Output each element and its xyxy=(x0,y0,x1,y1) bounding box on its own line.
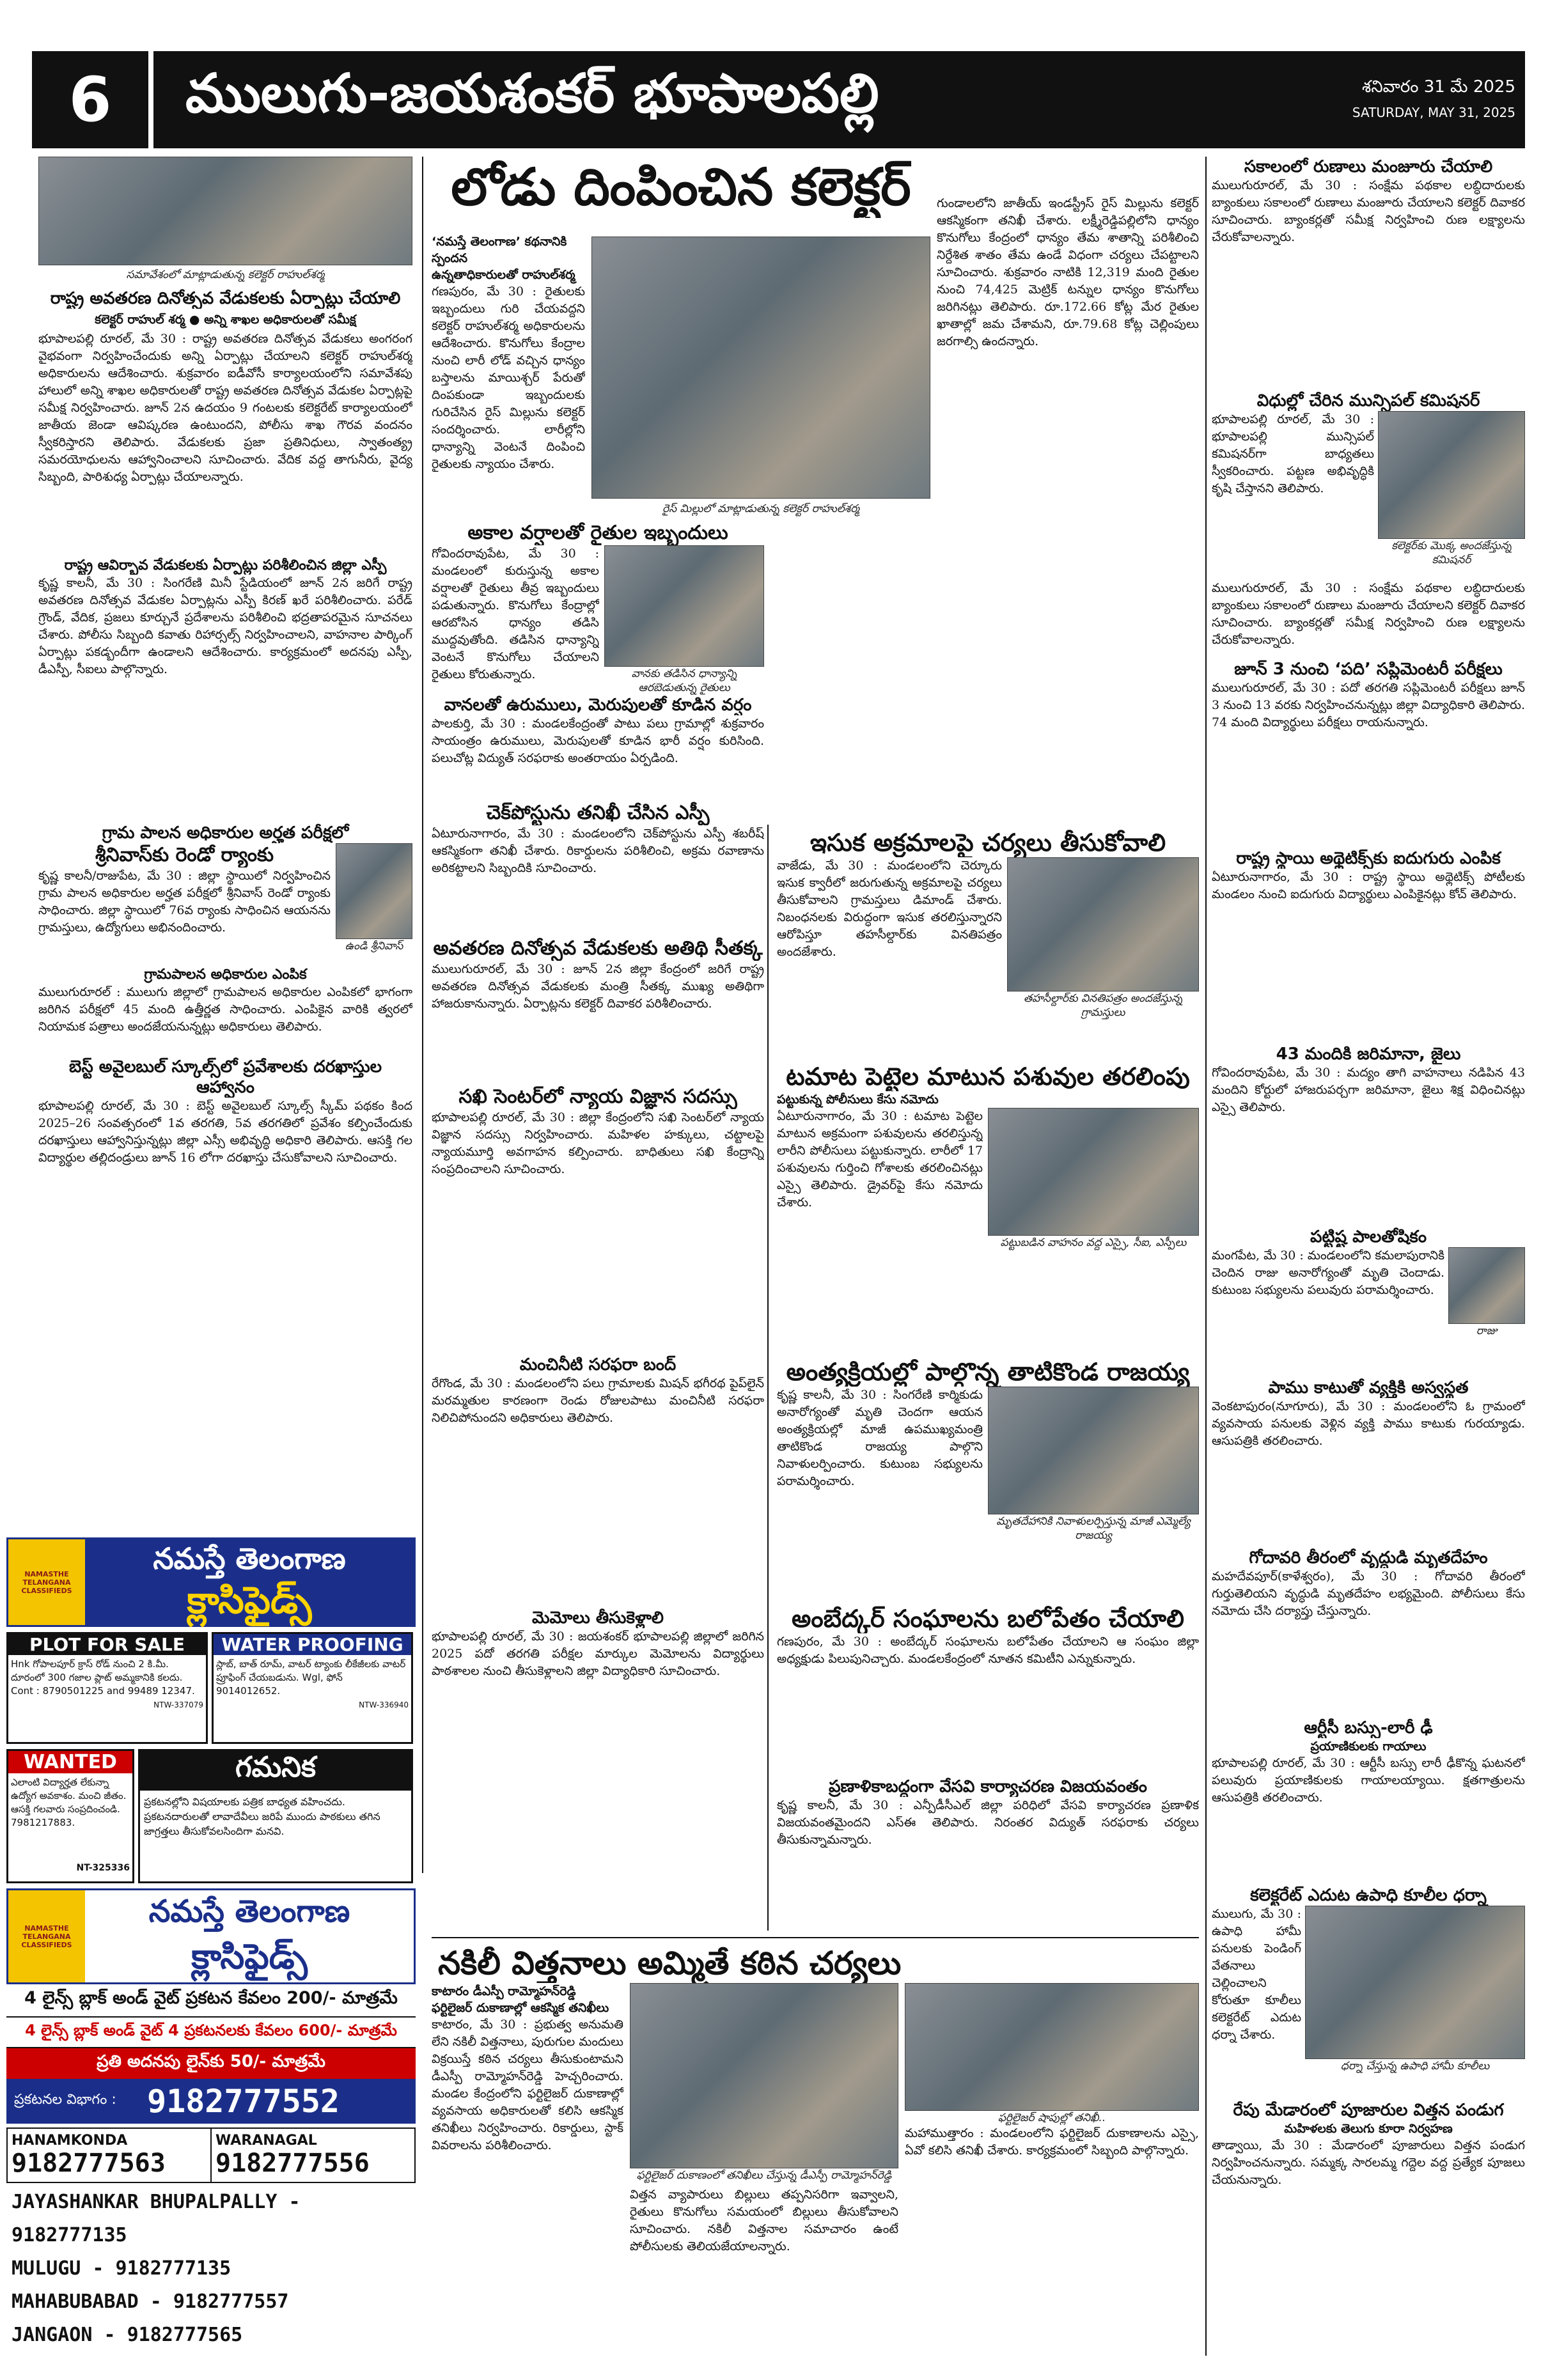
article-text: కృష్ణ కాలనీ, మే 30 : సింగరేణి మినీ స్టేడియంలో జూన్ 2న జరిగే రాష్ట్ర అవతరణ దినోత్సవ వేడుకల ఏర్పాట్లను ఎస్పీ కిరణ్ ఖరే పరిశీలించారు. పరేడ్ గ్రౌండ్, వేదిక, ప్రజలు కూర్చునే ప్రదేశాలను పరిశీలించి భద్రతాపరమైన సూచనలు చేశారు. పోలీసు సిబ్బంది కవాతు రిహార్సల్స్ నిర్వహించాలని, వాహనాల పార్కింగ్ ఏర్పాట్లు పకడ్బందీగా ఉండాలని ఆదేశించారు. కార్యక్రమంలో అదనపు ఎస్పీ, డీఎస్పీ, సీఐలు పాల్గొన్నారు. xyxy=(38,576,412,676)
lead-headline-wrap xyxy=(432,157,930,233)
article-text: గుండాలలోని జాతీయ్ ఇండస్ట్రీస్ రైస్ మిల్లును కలెక్టర్ ఆకస్మికంగా తనిఖీ చేశారు. లక్ష్మీరెడ్డిపల్లిలోని ధాన్యం కొనుగోలు కేంద్రంలో ధాన్యం తేమ శాతాన్ని పరిశీలించి నిర్దేశిత శాతం తేమ ఉండే విధంగా చర్యలు చేపట్టాలని సూచించారు. శుక్రవారం నాటికి 12,319 మంది రైతుల నుంచి 74,425 మెట్రిక్ టన్నుల ధాన్యం కొనుగోలు జరిగినట్లు తెలిపారు. రూ.172.66 కోట్ల మేర రైతుల ఖాతాల్లో జమ చేశామని, రూ.79.68 కోట్ల చెల్లింపులు జరగాల్సి ఉందన్నారు. xyxy=(937,196,1199,348)
wanted-ad xyxy=(6,1749,134,1883)
ad-text: Hnk గోపాలపూర్ క్రాస్ రోడ్ నుంచి 2 కి.మీ. దూరంలో 300 గజాల ప్లాట్ అమ్మకానికి కలదు. Cont : 8790501225 and 99489 12347. xyxy=(11,1658,195,1697)
article-text: ములుగురూరల్, మే 30 : పదో తరగతి సప్లిమెంటరీ పరీక్షలు జూన్ 3 నుంచి 13 వరకు నిర్వహించనున్నట్లు జిల్లా విద్యాధికారి తెలిపారు. 74 మంది విద్యార్థులు పరీక్షలు రాయనున్నారు. xyxy=(1212,681,1525,729)
article-text: పాలకుర్తి, మే 30 : మండలకేంద్రంతో పాటు పలు గ్రామాల్లో శుక్రవారం సాయంత్రం ఉరుములు, మెరుపులతో కూడిన భారీ వర్షం కురిసింది. పలుచోట్ల విద్యుత్ సరఫరాకు అంతరాయం ఏర్పడింది. xyxy=(432,717,764,765)
article-text: ఏటూరునాగారం, మే 30 : రాష్ట్ర స్థాయి అథ్లెటిక్స్ పోటీలకు మండలం నుంచి ఐదుగురు విద్యార్థులు ఎంపికైనట్లు కోచ్ తెలిపారు. xyxy=(1212,870,1525,901)
ad-title: WATER PROOFING xyxy=(214,1634,411,1655)
city-label: WARANAGAL xyxy=(215,2133,317,2149)
article-text: వాజేడు, మే 30 : మండలంలోని చెర్కూరు ఇసుక క్వారీలో జరుగుతున్న అక్రమాలపై చర్యలు తీసుకోవాలని గ్రామస్తులు డిమాండ్ చేశారు. నిబంధనలకు విరుద్ధంగా ఇసుక తరలిస్తున్నారని ఆరోపిస్తూ తహసీల్దార్‌కు వినతిపత్రం అందజేశారు. xyxy=(777,859,1002,959)
middle-column xyxy=(432,521,764,1870)
article-text: తాడ్వాయి, మే 30 : మేడారంలో పూజారులు విత్తన పండుగ నిర్వహించనున్నారు. సమ్మక్క సారలమ్మ గద్దెల వద్ద ప్రత్యేక పూజలు చేయనున్నారు. xyxy=(1212,2138,1525,2187)
lead-bullet: ఉన్నతాధికారులతో రాహుల్‌శర్మ xyxy=(432,268,575,282)
contact-line: MULUGU - 9182777135 xyxy=(12,2257,231,2280)
offer-line: 4 లైన్స్ బ్లాక్ అండ్ వైట్ ప్రకటన కేవలం 200/- మాత్రమే xyxy=(6,1984,416,2018)
headline: అకాల వర్షాలతో రైతుల ఇబ్బందులు xyxy=(467,522,728,544)
portrait-caption: ఉండి శ్రీనివాస్ xyxy=(345,940,403,953)
headline: చెక్‌పోస్టును తనిఖీ చేసిన ఎస్పీ xyxy=(486,802,710,824)
headline: గ్రామపాలన అధికారుల ఎంపిక xyxy=(144,967,307,983)
article-text: మహాముత్తారం : మండలంలోని ఫర్టిలైజర్ దుకాణాలను ఎస్సై, ఏవో కలిసి తనిఖీ చేశారు. కార్యక్రమంలో సిబ్బంది పాల్గొన్నారు. xyxy=(905,2126,1199,2158)
article-text: రేగొండ, మే 30 : మండలంలోని పలు గ్రామాలకు మిషన్ భగీరథ పైప్‌లైన్ మరమ్మతుల కారణంగా రెండు రోజులపాటు మంచినీటి సరఫరా నిలిచిపోనుందని అధికారులు తెలిపారు. xyxy=(432,1376,764,1425)
bottom-story xyxy=(432,1943,1199,2359)
classifieds-brand-sub: క్లాసిఫైడ్స్ xyxy=(187,1578,312,1622)
left-column xyxy=(38,157,412,1704)
lead-bullet: ‘నమస్తే తెలంగాణ’ కథనానికి స్పందన xyxy=(432,235,567,265)
classifieds-ad xyxy=(6,1537,416,2362)
headline: రాష్ట్ర ఆవిర్భావ వేడుకలకు ఏర్పాట్లు పరిశీలించిన జిల్లా ఎస్పీ xyxy=(64,557,387,573)
article-text: భూపాలపల్లి రూరల్, మే 30 : బెస్ట్ అవైలబుల్ స్కూల్స్ స్కీమ్ పథకం కింద 2025–26 సంవత్సరంలో 1వ తరగతి, 5వ తరగతిలో ప్రవేశం కల్పించేందుకు దరఖాస్తులు ఆహ్వానిస్తున్నట్లు జిల్లా ఎస్సీ అభివృద్ధి అధికారి తెలిపారు. ఆసక్తి గల విద్యార్థుల తల్లిదండ్రులు జూన్ 16 లోగా దరఖాస్తు చేసుకోవాలని సూచించారు. xyxy=(38,1099,412,1165)
masthead xyxy=(32,51,1525,148)
water-proofing-ad xyxy=(212,1632,413,1744)
article-text: భూపాలపల్లి రూరల్, మే 30 : ఆర్టీసీ బస్సు లారీ ఢీకొన్న ఘటనలో పలువురు ప్రయాణికులకు గాయాలయ్యాయి. క్షతగాత్రులను ఆసుపత్రికి తరలించారు. xyxy=(1212,1756,1525,1805)
article-text: వెంకటాపురం(నూగూరు), మే 30 : మండలంలోని ఓ గ్రామంలో వ్యవసాయ పనులకు వెళ్లిన వ్యక్తి పాము కాటుకు గురయ్యాడు. ఆసుపత్రికి తరలించారు. xyxy=(1212,1399,1525,1448)
photo-caption: సమావేశంలో మాట్లాడుతున్న కలెక్టర్ రాహుల్‌శర్మ xyxy=(126,268,325,281)
article-text: ఏటూరునాగారం, మే 30 : టమాట పెట్టెల మాటున అక్రమంగా పశువులను తరలిస్తున్న లారీని పోలీసులు పట్టుకున్నారు. లారీలో 17 పశువులను గుర్తించి గోశాలకు తరలించినట్లు ఎస్సై తెలిపారు. డ్రైవర్‌పై కేసు నమోదు చేశారు. xyxy=(777,1109,983,1209)
contact-line: JANGAON - 9182777565 xyxy=(12,2324,243,2346)
column-rule xyxy=(422,157,423,1873)
photo-caption: ఫర్టిలైజర్ షాపుల్లో తనిఖీ.. xyxy=(998,2112,1106,2124)
article-text: ములుగు, మే 30 : ఉపాధి హామీ పనులకు పెండింగ్ వేతనాలు చెల్లించాలని కోరుతూ కూలీలు కలెక్టరేట్ ఎదుట ధర్నా చేశారు. xyxy=(1212,1907,1301,2042)
photo-caption: వానకు తడిసిన ధాన్యాన్ని ఆరబెడుతున్న రైతులు xyxy=(631,667,737,694)
date-english: SATURDAY, MAY 31, 2025 xyxy=(1352,105,1515,120)
headline: కలెక్టరేట్ ఎదుట ఉపాధి కూలీల ధర్నా xyxy=(1250,1886,1487,1905)
headline: పట్టిష్ట పాలతోషికం xyxy=(1310,1227,1427,1247)
headline: సఖి సెంటర్‌లో న్యాయ విజ్ఞాన సదస్సు xyxy=(458,1085,737,1108)
ad-text: ఎలాంటి విద్యార్హత లేకున్నా ఉద్యోగ అవకాశం. మంచి జీతం. ఆసక్తి గలవారు సంప్రదించండి. 7981217883. xyxy=(11,1777,127,1828)
page-title: ములుగు-జయశంకర్ భూపాలపల్లి xyxy=(185,61,879,125)
headline: వానలతో ఉరుములు, మెరుపులతో కూడిన వర్షం xyxy=(444,696,752,715)
fertilizer-shop-photo xyxy=(630,1983,898,2168)
ad-title: WANTED xyxy=(8,1751,132,1773)
headline: రాష్ట్ర స్థాయి అథ్లెటిక్స్‌కు ఐదుగురు ఎంపిక xyxy=(1236,849,1501,868)
subhead: మహిళలకు తెలుగు కూరా నిర్వహణ xyxy=(1284,2122,1453,2136)
lead-text-col-2 xyxy=(937,195,1199,821)
article-text: ములుగురూరల్ : ములుగు జిల్లాలో గ్రామపాలన అధికారుల ఎంపికలో భాగంగా జరిగిన పరీక్షలో 45 మంది ఉత్తీర్ణత సాధించారు. ఎంపికైన వారికి త్వరలో నియామక పత్రాలు అందజేయనున్నట్లు అధికారులు తెలిపారు. xyxy=(38,985,412,1034)
article-text: గణపురం, మే 30 : అంబేద్కర్ సంఘాలను బలోపేతం చేయాలని ఆ సంఘం జిల్లా అధ్యక్షుడు పిలుపునిచ్చారు. మండలకేంద్రంలో నూతన కమిటీని ఎన్నుకున్నారు. xyxy=(777,1635,1199,1666)
article-text: కృష్ణ కాలనీ, మే 30 : ఎన్పీడీసీఎల్ జిల్లా పరిధిలో వేసవి కార్యాచరణ ప్రణాళిక విజయవంతమైందని ఎస్ఈ తెలిపారు. నిరంతర విద్యుత్ సరఫరాకు చర్యలు తీసుకున్నామన్నారు. xyxy=(777,1798,1199,1847)
headline: సకాలంలో రుణాలు మంజూరు చేయాలి xyxy=(1244,157,1493,176)
article-text: ములుగురూరల్, మే 30 : సంక్షేమ పథకాల లబ్ధిదారులకు బ్యాంకులు సకాలంలో రుణాలు మంజూరు చేయాలని కలెక్టర్ దివాకర సూచించారు. బ్యాంకర్లతో సమీక్ష నిర్వహించి రుణ లక్ష్యాలను చేరుకోవాలన్నారు. xyxy=(1212,178,1525,244)
funeral-photo xyxy=(988,1387,1199,1514)
portrait-photo xyxy=(1448,1247,1525,1324)
article-text: భూపాలపల్లి రూరల్, మే 30 : జిల్లా కేంద్రంలోని సఖి సెంటర్‌లో న్యాయ విజ్ఞాన సదస్సు నిర్వహించారు. మహిళల హక్కులు, చట్టాలపై న్యాయమూర్తి అవగాహన కల్పించారు. బాధితులు సఖి కేంద్రాన్ని సంప్రదించాలని సూచించారు. xyxy=(432,1110,764,1176)
section-rule xyxy=(432,1937,1199,1938)
protest-photo xyxy=(1305,1906,1525,2059)
subhead: కాటారం డీఎస్పీ రామ్మోహన్‌రెడ్డి xyxy=(432,1984,576,1998)
cattle-lorry-photo xyxy=(988,1108,1199,1236)
meeting-photo xyxy=(38,157,412,265)
ad-ref: NTW-336940 xyxy=(359,1700,409,1709)
third-column xyxy=(777,828,1199,1934)
city-label: HANAMKONDA xyxy=(12,2133,128,2149)
classifieds-brand: నమస్తే తెలంగాణ xyxy=(153,1541,346,1576)
headline: పాము కాటుతో వ్యక్తికి అస్వస్థత xyxy=(1268,1378,1469,1397)
headline: ఆర్టీసీ బస్సు-లారీ ఢీ xyxy=(1304,1718,1433,1738)
rain-photo xyxy=(604,545,764,667)
offer-line: ప్రతి అదనపు లైన్‌కు 50/- మాత్రమే xyxy=(6,2048,416,2079)
article-text: గణపురం, మే 30 : రైతులకు ఇబ్బందులు గురి చేయవద్దని కలెక్టర్ రాహుల్‌శర్మ అధికారులను ఆదేశించారు. కొనుగోలు కేంద్రాల నుంచి లారీ లోడ్ వచ్చిన ధాన్యం బస్తాలను మాయిశ్చర్ పేరుతో దింపకుండా ఇబ్బందులకు గురిచేసిన రైస్ మిల్లును కలెక్టర్ సందర్శించారు. లారీల్లోని ధాన్యాన్ని వెంటనే దింపించి రైతులకు న్యాయం చేశారు. xyxy=(432,284,585,471)
lead-photo-caption: రైస్ మిల్లులో మాట్లాడుతున్న కలెక్టర్ రాహుల్‌శర్మ xyxy=(662,502,860,515)
sand-petition-photo xyxy=(1007,857,1199,992)
contact-line: MAHABUBABAD - 9182777557 xyxy=(12,2291,289,2313)
headline: మంచినీటి సరఫరా బంద్ xyxy=(519,1355,677,1374)
headline: విధుల్లో చేరిన మున్సిపల్ కమిషనర్ xyxy=(1256,391,1480,410)
commissioner-photo xyxy=(1378,411,1525,539)
ad-ref: NTW-337079 xyxy=(153,1700,203,1709)
ad-title: PLOT FOR SALE xyxy=(8,1634,206,1655)
article-text: కృష్ణ కాలనీ, మే 30 : సింగరేణి కార్మికుడు అనారోగ్యంతో మృతి చెందగా ఆయన అంత్యక్రియల్లో మాజీ ఉపముఖ్యమంత్రి తాటికొండ రాజయ్య పాల్గొని నివాళులర్పించారు. కుటుంబ సభ్యులను పరామర్శించారు. xyxy=(777,1388,983,1488)
city-phone: 9182777563 xyxy=(12,2149,166,2178)
right-column xyxy=(1212,157,1525,2362)
article-text: ఏటూరునాగారం, మే 30 : మండలంలోని చెక్‌పోస్టును ఎస్పీ శబరీష్ ఆకస్మికంగా తనిఖీ చేశారు. రికార్డులను పరిశీలించి, అక్రమ రవాణాను అరికట్టాలని సిబ్బందికి సూచించారు. xyxy=(432,827,764,875)
classifieds-seal-logo: NAMASTHE TELANGANA CLASSIFIEDS xyxy=(8,1539,85,1625)
photo-caption: మృతదేహానికి నివాళులర్పిస్తున్న మాజీ ఎమ్మెల్యే రాజయ్య xyxy=(996,1515,1191,1542)
headline: జూన్ 3 నుంచి ‘పది’ సప్లిమెంటరీ పరీక్షలు xyxy=(1234,660,1503,679)
photo-caption: ఫర్టిలైజర్ దుకాణంలో తనిఖీలు చేస్తున్న డీఎస్పీ రామ్మోహన్‌రెడ్డి xyxy=(636,2169,892,2182)
headline: టమాట పెట్టెల మాటున పశువుల తరలింపు xyxy=(786,1062,1190,1091)
subhead: ప్రయాణికులకు గాయాలు xyxy=(1310,1739,1427,1754)
ads-phone: 9182777552 xyxy=(147,2083,340,2120)
notice-box xyxy=(138,1749,413,1883)
ads-label: ప్రకటనల విభాగం : xyxy=(14,2092,116,2108)
article-text: ములుగురూరల్, మే 30 : సంక్షేమ పథకాల లబ్ధిదారులకు బ్యాంకులు సకాలంలో రుణాలు మంజూరు చేయాలని కలెక్టర్ దివాకర సూచించారు. బ్యాంకర్లతో సమీక్ష నిర్వహించి రుణ లక్ష్యాలను చేరుకోవాలన్నారు. xyxy=(1212,581,1525,647)
headline: రాష్ట్ర అవతరణ దినోత్సవ వేడుకలకు ఏర్పాట్లు చేయాలి xyxy=(50,289,401,308)
lead-headline: లోడు దింపించిన కలెక్టర్ xyxy=(451,157,911,217)
offer-line: 4 లైన్స్ బ్లాక్ అండ్ వైట్ 4 ప్రకటనలకు కేవలం 600/- మాత్రమే xyxy=(6,2018,416,2048)
article-text: భూపాలపల్లి రూరల్, మే 30 : భూపాలపల్లి మున్సిపల్ కమిషనర్‌గా బాధ్యతలు స్వీకరించారు. పట్టణ అభివృద్ధికి కృషి చేస్తానని తెలిపారు. xyxy=(1212,412,1374,495)
date-block xyxy=(1285,74,1515,125)
shop-inspection-photo xyxy=(905,1983,1199,2111)
headline: శ్రీనివాస్‌కు రెండో ర్యాంకు xyxy=(95,844,274,866)
column-rule xyxy=(1205,157,1207,2356)
article-text: కాటారం, మే 30 : ప్రభుత్వ అనుమతి లేని నకిలీ విత్తనాలు, పురుగుల మందులు విక్రయిస్తే కఠిన చర్యలు తీసుకుంటామని డీఎస్పీ రామ్మోహన్‌రెడ్డి హెచ్చరించారు. మండల కేంద్రంలోని ఫర్టిలైజర్ దుకాణాల్లో వ్యవసాయ అధికారులతో కలిసి ఆకస్మిక తనిఖీలు నిర్వహించారు. రికార్డులు, స్టాక్ వివరాలను పరిశీలించారు. xyxy=(432,2018,623,2152)
date-telugu: శనివారం 31 మే 2025 xyxy=(1362,77,1515,97)
city-phone: 9182777556 xyxy=(215,2149,370,2178)
classifieds-brand: నమస్తే తెలంగాణ xyxy=(148,1894,350,1929)
article-text: గోవిందరావుపేట, మే 30 : మద్యం తాగి వాహనాలు నడిపిన 43 మందిని కోర్టులో హాజరుపర్చగా జరిమానా, జైలు శిక్ష విధించినట్లు ఎస్సై తెలిపారు. xyxy=(1212,1066,1525,1114)
article-text: విత్తన వ్యాపారులు బిల్లులు తప్పనిసరిగా ఇవ్వాలని, రైతులు కొనుగోలు సమయంలో బిల్లులు తీసుకోవాలని సూచించారు. నకిలీ విత్తనాల సమాచారం ఉంటే పోలీసులకు తెలియజేయాలన్నారు. xyxy=(630,2188,898,2253)
notice-title: గమనిక xyxy=(140,1751,411,1791)
article-text: మహదేవపూర్(కాళేశ్వరం), మే 30 : గోదావరి తీరంలో గుర్తుతెలియని వృద్ధుడి మృతదేహం లభ్యమైంది. పోలీసులు కేసు నమోదు చేసి దర్యాప్తు చేస్తున్నారు. xyxy=(1212,1569,1525,1618)
subhead: పట్టుకున్న పోలీసులు కేసు నమోదు xyxy=(777,1093,939,1107)
headline: ఇసుక అక్రమాలపై చర్యలు తీసుకోవాలి xyxy=(810,828,1166,857)
article-text: మంగపేట, మే 30 : మండలంలోని కమలాపురానికి చెందిన రాజు అనారోగ్యంతో మృతి చెందాడు. కుటుంబ సభ్యులను పలువురు పరామర్శించారు. xyxy=(1212,1248,1444,1297)
article-text: కృష్ణ కాలనీ/రాజుపేట, మే 30 : జిల్లా స్థాయిలో నిర్వహించిన గ్రామ పాలన అధికారుల అర్హత పరీక్షలో శ్రీనివాస్ రెండో ర్యాంకు సాధించారు. జిల్లా స్థాయిలో 76వ ర్యాంకు సాధించిన ఆయనను గ్రామస్తులు, ఉద్యోగులు అభినందించారు. xyxy=(38,869,331,935)
article-text: భూపాలపల్లి రూరల్, మే 30 : రాష్ట్ర అవతరణ దినోత్సవ వేడుకలు అంగరంగ వైభవంగా నిర్వహించేందుకు అన్ని ఏర్పాట్లు చేయాలని కలెక్టర్ రాహుల్‌శర్మ అధికారులను ఆదేశించారు. శుక్రవారం ఐడీవోసీ కార్యాలయంలోని సమావేశపు హాలులో అన్ని శాఖల అధికారులతో రాష్ట్ర అవతరణ దినోత్సవ వేడుకల ఏర్పాట్లపై సమీక్ష నిర్వహించారు. జూన్ 2న ఉదయం 9 గంటలకు కలెక్టరేట్ కార్యాలయంలో జాతీయ జెండా ఆవిష్కరణ ఉంటుందని, పోలీసు శాఖ గౌరవ వందనం స్వీకరిస్తారని తెలిపారు. వేడుకలకు ప్రజా ప్రతినిధులు, స్వాతంత్య్ర సమరయోధులను ఆహ్వానించాలని సూచించారు. వేదిక వద్ద తాగునీరు, వైద్య సిబ్బంది, పారిశుధ్య ఏర్పాట్లు చేయాలన్నారు. xyxy=(38,332,412,484)
headline: గోదావరి తీరంలో వృద్ధుడి మృతదేహం xyxy=(1249,1548,1488,1567)
column-rule xyxy=(767,825,769,1931)
headline: ప్రణాళికాబద్ధంగా వేసవి కార్యాచరణ విజయవంతం xyxy=(829,1777,1147,1796)
ad-text: స్లాబ్, బాత్ రూమ్, వాటర్ ట్యాంకు లీకేజీలకు వాటర్ ప్రూఫింగ్ చేయబడును. Wgl, ఫోన్ 9014012652. xyxy=(216,1658,406,1697)
headline: అంత్యక్రియల్లో పాల్గొన్న తాటికొండ రాజయ్య xyxy=(786,1358,1190,1386)
headline: 43 మందికి జరిమానా, జైలు xyxy=(1276,1045,1461,1064)
lead-photo xyxy=(591,237,930,499)
headline: నకిలీ విత్తనాలు అమ్మితే కఠిన చర్యలు xyxy=(438,1945,902,1982)
classifieds-brand-sub: క్లాసిఫైడ్స్ xyxy=(191,1936,308,1977)
article-text: గోవిందరావుపేట, మే 30 : మండలంలో కురుస్తున్న అకాల వర్షాలతో రైతులు తీవ్ర ఇబ్బందులు పడుతున్నారు. కొనుగోలు కేంద్రాల్లో ఆరబోసిన ధాన్యం తడిసి ముద్దవుతోంది. తడిసిన ధాన్యాన్ని వెంటనే కొనుగోలు చేయాలని రైతులు కోరుతున్నారు. xyxy=(432,547,599,681)
photo-caption: ధర్నా చేస్తున్న ఉపాధి హామీ కూలీలు xyxy=(1340,2060,1490,2073)
plot-for-sale-ad xyxy=(6,1632,208,1744)
photo-caption: రాజు xyxy=(1476,1325,1498,1337)
headline: అంబేద్కర్ సంఘాలను బలోపేతం చేయాలి xyxy=(792,1605,1184,1633)
article-text: ములుగురూరల్, మే 30 : జూన్ 2న జిల్లా కేంద్రంలో జరిగే రాష్ట్ర అవతరణ దినోత్సవ వేడుకలకు మంత్రి సీతక్క ముఖ్య అతిథిగా హాజరుకానున్నారు. ఏర్పాట్లను కలెక్టర్ దివాకర పరిశీలించారు. xyxy=(432,962,764,1011)
subhead: ఫర్టిలైజర్ దుకాణాల్లో ఆకస్మిక తనిఖీలు xyxy=(432,2001,609,2015)
headline: గ్రామ పాలన అధికారుల అర్హత పరీక్షలో xyxy=(102,823,349,843)
page-number: 6 xyxy=(32,51,153,148)
subhead: కలెక్టర్ రాహుల్ శర్మ ● అన్ని శాఖల అధికారులతో సమీక్ష xyxy=(95,313,356,327)
headline: రేపు మేడారంలో పూజారుల విత్తన పండుగ xyxy=(1233,2101,1504,2120)
photo-caption: తహసీల్దార్‌కు వినతిపత్రం అందజేస్తున్న గ్రామస్తులు xyxy=(1023,992,1183,1019)
headline: మెమోలు తీసుకెళ్లాలి xyxy=(531,1608,664,1628)
portrait-photo xyxy=(336,843,412,939)
headline: బెస్ట్ అవైలబుల్ స్కూల్స్‌లో ప్రవేశాలకు దరఖాస్తుల ఆహ్వానం xyxy=(69,1057,382,1097)
notice-text: ప్రకటనల్లోని విషయాలకు పత్రిక బాధ్యత వహించదు. ప్రకటనదారులతో లావాదేవీలు జరిపే ముందు పాఠకులు తగిన జాగ్రత్తలు తీసుకోవలసిందిగా మనవి. xyxy=(144,1796,380,1837)
ad-ref: NT-325336 xyxy=(76,1863,130,1873)
photo-caption: కలెక్టర్‌కు మొక్క అందజేస్తున్న కమిషనర్ xyxy=(1391,540,1512,566)
photo-caption: పట్టుబడిన వాహనం వద్ద ఎస్సై, సీఐ, ఎస్పీలు xyxy=(1000,1236,1187,1249)
classifieds-seal-logo: NAMASTHE TELANGANA CLASSIFIEDS xyxy=(8,1890,85,1982)
contact-line: JAYASHANKAR BHUPALPALLY - 9182777135 xyxy=(12,2191,301,2246)
headline: అవతరణ దినోత్సవ వేడుకలకు అతిథి సీతక్క xyxy=(433,937,763,960)
article-text: భూపాలపల్లి రూరల్, మే 30 : జయశంకర్ భూపాలపల్లి జిల్లాలో జరిగిన 2025 పదో తరగతి పరీక్షల మార్కుల మెమోలను విద్యార్థులు పాఠశాలల నుంచి తీసుకెళ్లాలని జిల్లా విద్యాధికారి సూచించారు. xyxy=(432,1629,764,1678)
